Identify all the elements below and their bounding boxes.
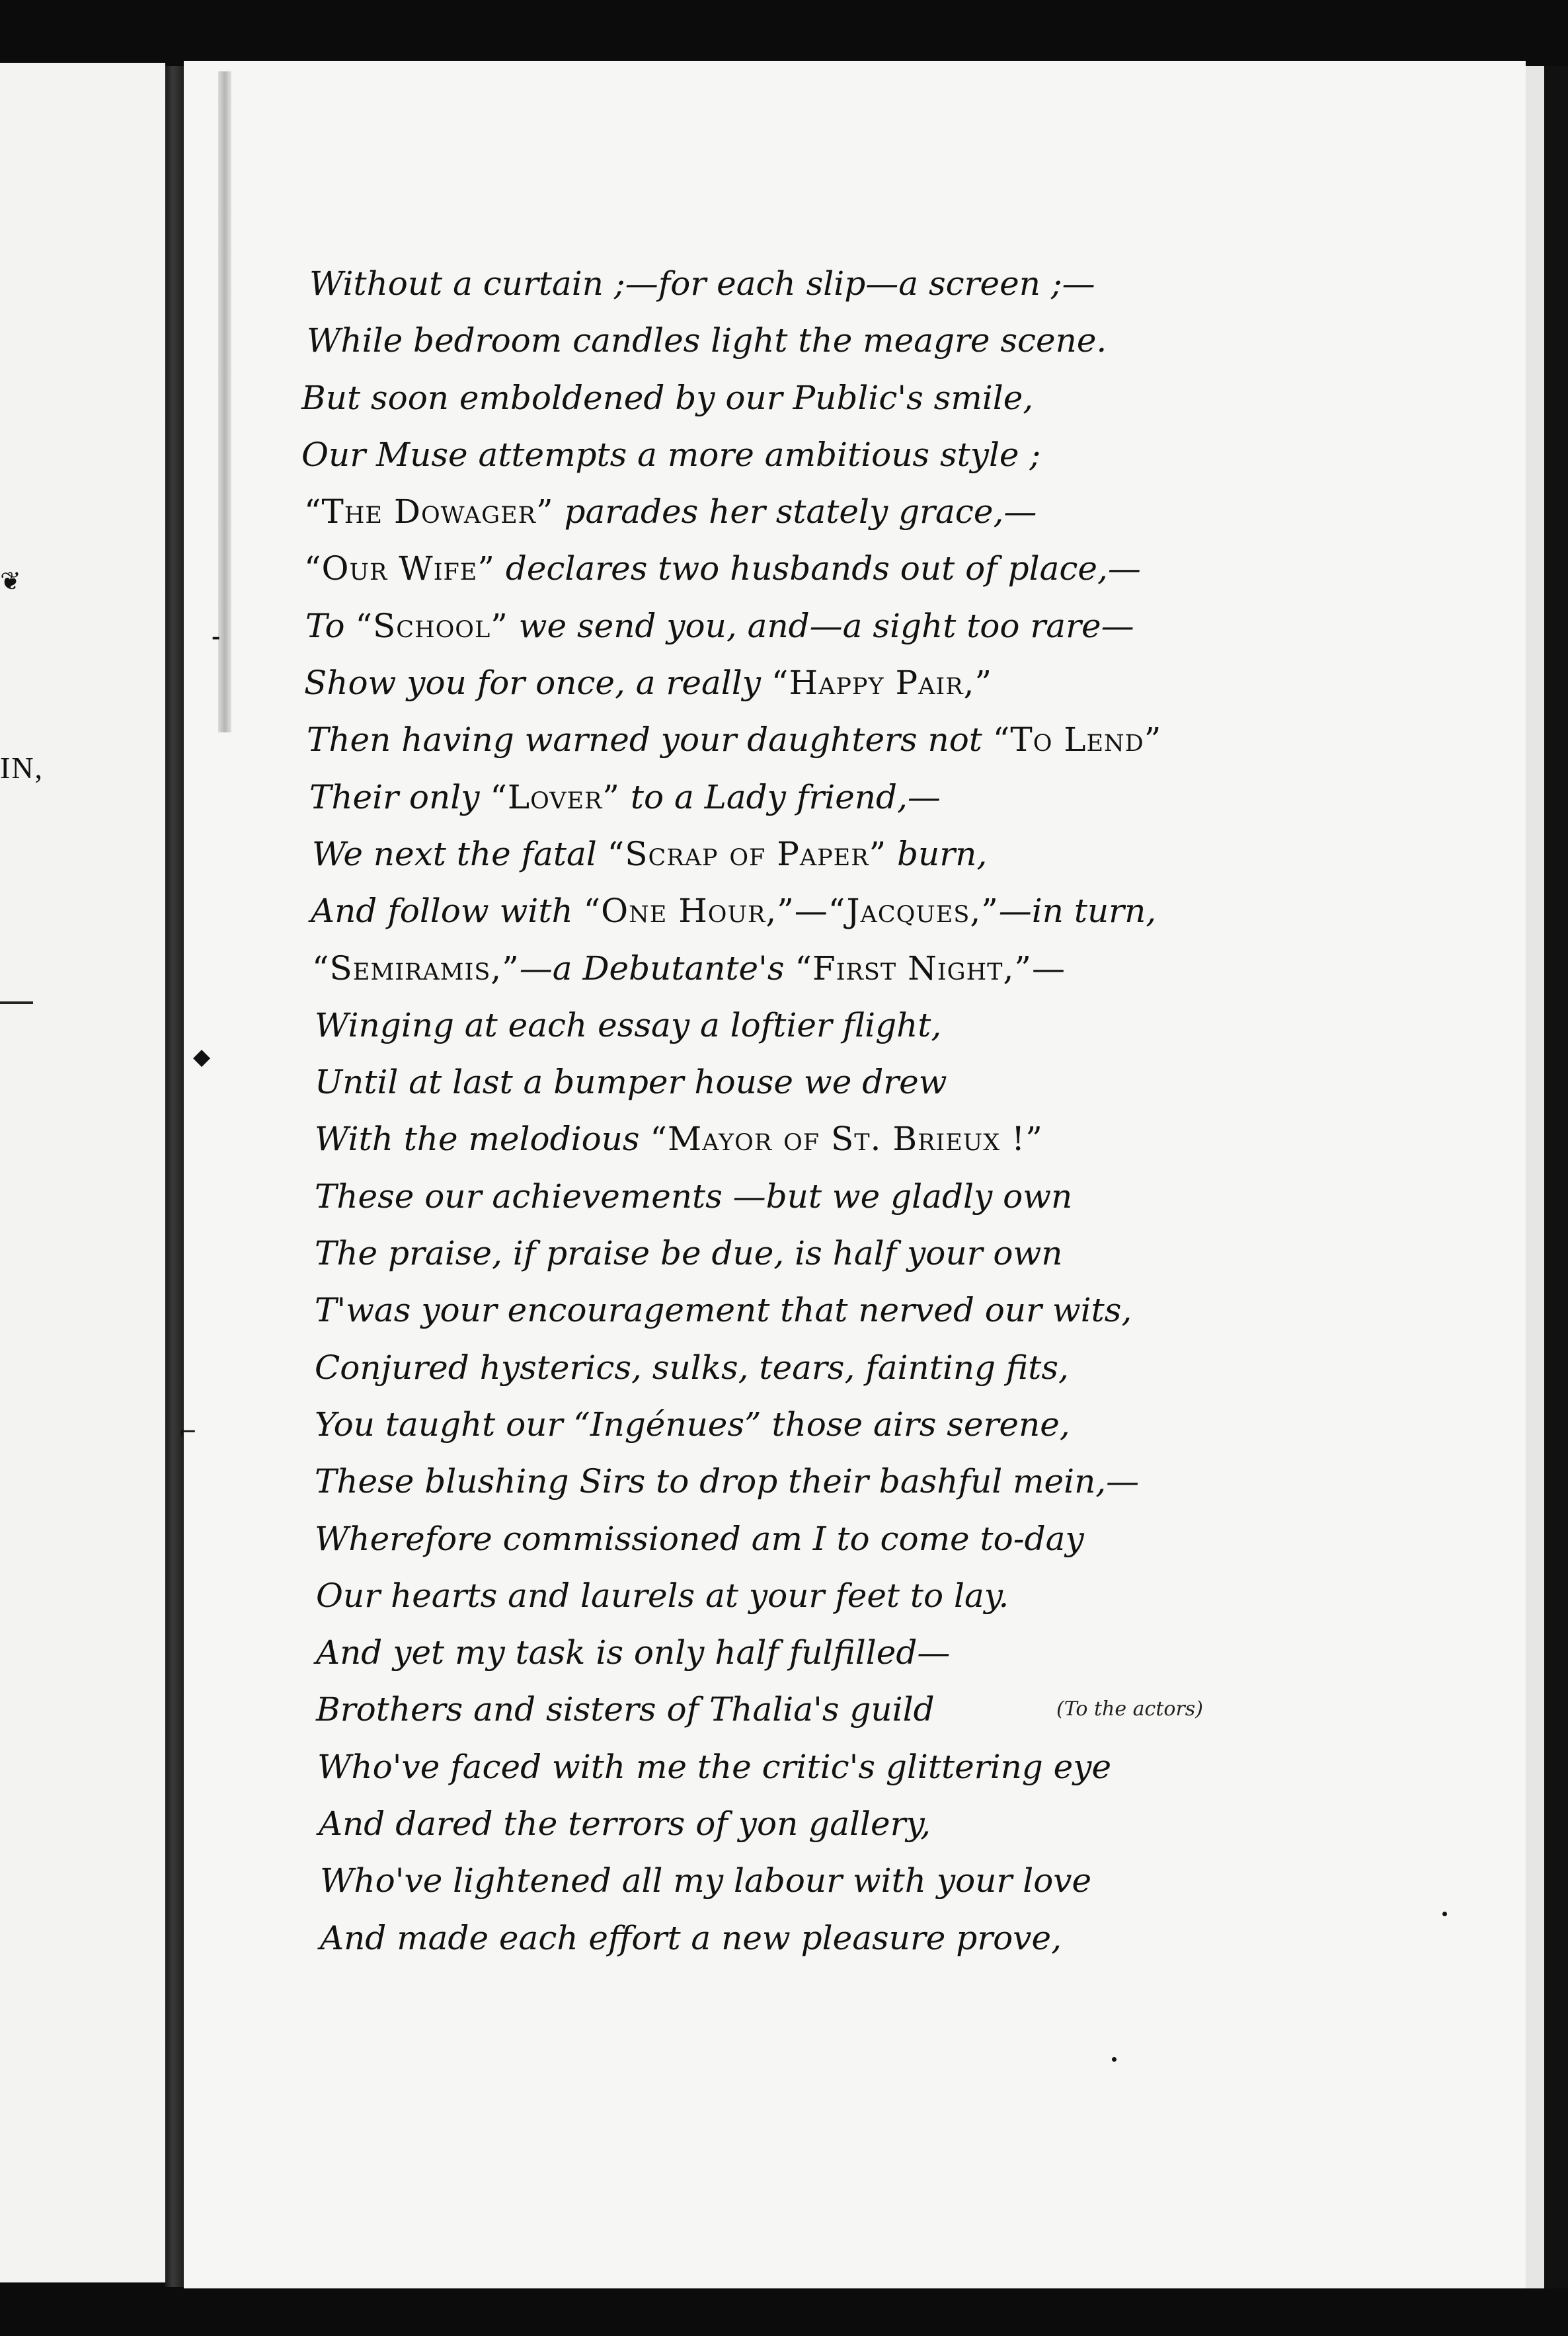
poem-line	[320, 1852, 1325, 1909]
poem-line	[319, 1795, 1323, 1852]
poem-line	[312, 940, 1317, 997]
page-edge	[1526, 66, 1544, 2288]
poem-line-text: And made each effort a new pleasure prove,	[320, 1918, 1062, 1957]
poem-line	[309, 255, 1314, 312]
poem-line	[301, 370, 1306, 426]
poem-line-text: But soon emboldened by our Public's smile,	[301, 378, 1034, 417]
poem-line-text: These blushing Sirs to drop their bashful mein,—	[315, 1462, 1140, 1501]
left-page	[0, 63, 165, 2282]
poem-line	[315, 1054, 1319, 1110]
poem-line-text: burn,	[886, 834, 988, 873]
poem-line-text: parades her stately grace,—	[553, 492, 1037, 531]
play-title: “Our Wife”	[304, 549, 495, 588]
poem-line-text: Show you for once, a really	[304, 664, 771, 703]
play-title: “Semiramis,”	[312, 949, 520, 988]
poem-line	[315, 1225, 1319, 1282]
paper-speck	[1112, 2057, 1117, 2062]
poem-line-text: You taught our “Ingénues” those airs serene,	[315, 1405, 1070, 1444]
poem-line-text: Who've lightened all my labour with your love	[320, 1861, 1092, 1900]
poem-line	[307, 711, 1312, 768]
poem-line	[307, 312, 1312, 369]
left-page-rule	[0, 1001, 33, 1004]
binding-diamond-icon: ◆	[193, 1044, 211, 1070]
poem-line-text: —in turn,	[998, 892, 1157, 931]
play-title: “One Hour,”—“Jacques,”	[583, 892, 999, 931]
poem-line	[320, 1910, 1325, 1966]
poem-line	[304, 540, 1309, 597]
poem-line	[311, 882, 1315, 939]
poem-line	[315, 1282, 1319, 1339]
poem-line-text: Conjured hysterics, sulks, tears, fainting fits,	[315, 1348, 1069, 1387]
poem-line	[305, 598, 1310, 654]
play-title: “Lover”	[490, 777, 620, 816]
play-title: “School”	[355, 606, 508, 645]
poem-line	[301, 426, 1306, 483]
poem-line-text: Their only	[309, 777, 490, 816]
poem-line	[317, 1738, 1322, 1795]
poem-line-text: With the melodious	[315, 1120, 650, 1159]
poem-line	[315, 1339, 1319, 1396]
poem-line-text: Winging at each essay a loftier flight,	[315, 1005, 942, 1044]
poem-line-text: Then having warned your daughters not	[307, 720, 993, 759]
poem-line-text: Until at last a bumper house we drew	[315, 1063, 947, 1102]
poem-line-text: declares two husbands out of place,—	[494, 549, 1141, 588]
book-gutter	[165, 66, 184, 2287]
play-title: “Happy Pair,”	[771, 664, 993, 703]
left-page-text-fragment: IN,	[0, 751, 44, 785]
poem-line	[315, 1510, 1319, 1567]
play-title: “Mayor of St. Brieux !”	[650, 1120, 1043, 1159]
poem-line-text: we send you, and—a sight too rare—	[508, 606, 1134, 645]
poem-line	[309, 769, 1314, 826]
play-title: “First Night,”—	[795, 949, 1066, 988]
poem-line	[316, 1681, 1321, 1738]
binding-mark-icon: ⌐	[178, 1419, 198, 1446]
poem-line-text: T'was your encouragement that nerved our wits,	[315, 1291, 1132, 1330]
poem-line-text: While bedroom candles light the meagre scene.	[307, 321, 1107, 360]
poem-line-text: To	[305, 606, 356, 645]
poem-line-text: And dared the terrors of yon gallery,	[319, 1805, 931, 1844]
poem-text	[301, 255, 1314, 1966]
poem-line-text: Wherefore commissioned am I to come to-day	[315, 1519, 1084, 1558]
stage-direction: (To the actors)	[1056, 1697, 1203, 1721]
poem-line-text: Our hearts and laurels at your feet to lay.	[316, 1576, 1009, 1615]
poem-line	[312, 826, 1317, 882]
poem-line	[315, 1168, 1319, 1225]
poem-line	[304, 654, 1309, 711]
poem-line-text: Our Muse attempts a more ambitious style ;	[301, 435, 1041, 474]
play-title: “Scrap of Paper”	[607, 834, 887, 873]
poem-line-text: to a Lady friend,—	[619, 777, 941, 816]
poem-line-text: We next the fatal	[312, 834, 608, 873]
poem-line-text: The praise, if praise be due, is half your own	[315, 1234, 1063, 1273]
paper-speck	[1442, 1912, 1447, 1916]
poem-line	[316, 1567, 1321, 1624]
fleuron-ornament-icon: ❦	[0, 568, 22, 596]
poem-line-text: —a Debutante's	[519, 949, 795, 988]
poem-line	[304, 483, 1309, 540]
poem-line-text: And yet my task is only half fulfilled—	[316, 1633, 951, 1672]
poem-line-text: And follow with	[311, 892, 584, 931]
poem-line	[316, 1624, 1321, 1681]
poem-line-text: Without a curtain ;—for each slip—a screen ;—	[309, 264, 1095, 303]
poem-line-text: Who've faced with me the critic's glittering eye	[317, 1747, 1112, 1786]
play-title: “The Dowager”	[304, 492, 554, 531]
poem-line	[315, 997, 1319, 1054]
poem-line-text: These our achievements —but we gladly own	[315, 1177, 1073, 1216]
play-title: “To Lend”	[992, 720, 1162, 759]
binding-mark-icon: ⁃	[210, 626, 221, 652]
poem-line	[315, 1453, 1319, 1510]
page-edge-shadow	[1544, 66, 1568, 2288]
poem-line	[315, 1110, 1319, 1167]
poem-line-text: Brothers and sisters of Thalia's guild	[316, 1690, 935, 1729]
poem-line	[315, 1396, 1319, 1453]
